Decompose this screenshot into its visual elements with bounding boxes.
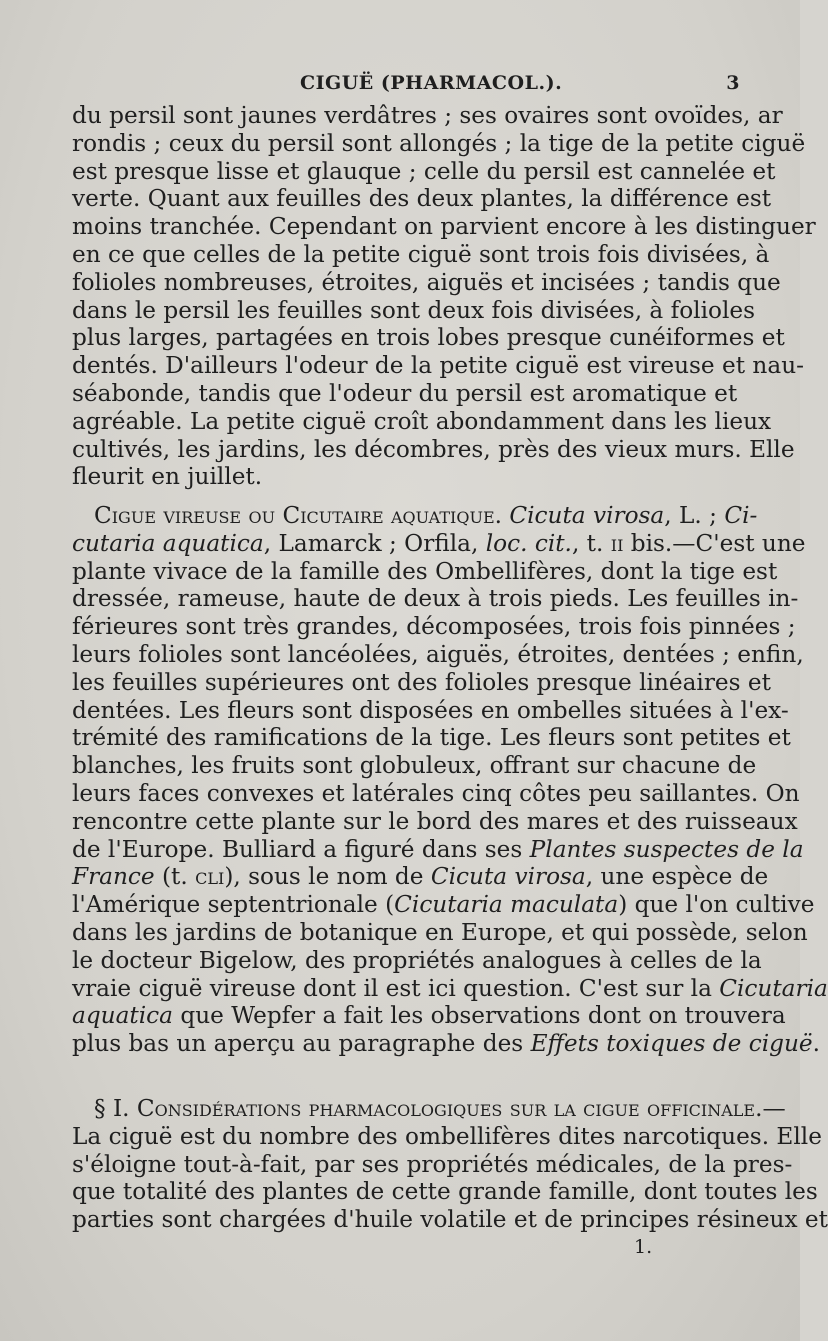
text-line: l'Amérique septentrionale (Cicutaria maculata) que l'on cultive bbox=[72, 891, 815, 919]
text-line: vraie ciguë vireuse dont il est ici question. C'est sur la Cicutaria bbox=[72, 974, 828, 1002]
text-line: agréable. La petite ciguë croît abondamment dans les lieux bbox=[72, 407, 772, 435]
text-line: plus bas un aperçu au paragraphe des Effets toxiques de ciguë. bbox=[72, 1030, 820, 1058]
running-title: CIGUË (PHARMACOL.). bbox=[300, 72, 563, 94]
text-line: dans les jardins de botanique en Europe, et qui possède, selon bbox=[72, 918, 808, 946]
paragraph-considerations bbox=[72, 1095, 828, 1234]
text-line: fleurit en juillet. bbox=[72, 463, 263, 491]
text-line: trémité des ramifications de la tige. Les fleurs sont petites et bbox=[72, 724, 791, 752]
text-line: s'éloigne tout-à-fait, par ses propriétés médicales, de la pres- bbox=[72, 1150, 793, 1178]
text-line: férieures sont très grandes, décomposées, trois fois pinnées ; bbox=[72, 613, 796, 641]
text-line: en ce que celles de la petite ciguë sont trois fois divisées, à bbox=[72, 240, 770, 268]
paragraph-petite-cigue bbox=[72, 102, 816, 491]
text-line: cultivés, les jardins, les décombres, près des vieux murs. Elle bbox=[72, 435, 795, 463]
text-line: dans le persil les feuilles sont deux fois divisées, à folioles bbox=[72, 296, 756, 324]
text-line: rencontre cette plante sur le bord des mares et des ruisseaux bbox=[72, 807, 798, 835]
text-line: de l'Europe. Bulliard a figuré dans ses Plantes suspectes de la bbox=[72, 835, 804, 863]
text-line: rondis ; ceux du persil sont allongés ; la tige de la petite ciguë bbox=[72, 129, 806, 157]
text-line: verte. Quant aux feuilles des deux plantes, la différence est bbox=[72, 185, 772, 213]
text-line: du persil sont jaunes verdâtres ; ses ovaires sont ovoïdes, ar bbox=[72, 102, 783, 129]
text-line: parties sont chargées d'huile volatile et de principes résineux et bbox=[72, 1206, 828, 1234]
signature-mark: 1. bbox=[634, 1236, 653, 1258]
cigue-vireuse-heading: Cigue vireuse ou Cicutaire aquatique. Cicuta virosa, L. ; Ci- bbox=[94, 502, 758, 529]
section-heading: § I. Considérations pharmacologiques sur la cigue officinale.— bbox=[94, 1095, 786, 1122]
running-header bbox=[70, 72, 740, 100]
text-line: les feuilles supérieures ont des folioles presque linéaires et bbox=[72, 668, 771, 696]
text-line: folioles nombreuses, étroites, aiguës et incisées ; tandis que bbox=[72, 268, 781, 296]
text-line: dentés. D'ailleurs l'odeur de la petite ciguë est vireuse et nau- bbox=[72, 352, 804, 380]
text-line: que totalité des plantes de cette grande famille, dont toutes les bbox=[72, 1178, 818, 1206]
text-line: France (t. cli), sous le nom de Cicuta virosa, une espèce de bbox=[72, 863, 769, 891]
text-line: moins tranchée. Cependant on parvient encore à les distinguer bbox=[72, 213, 816, 241]
text-line: dentées. Les fleurs sont disposées en ombelles situées à l'ex- bbox=[72, 696, 789, 724]
text-line: le docteur Bigelow, des propriétés analogues à celles de la bbox=[72, 946, 762, 974]
paragraph-cigue-vireuse bbox=[72, 502, 828, 1058]
text-line: dressée, rameuse, haute de deux à trois pieds. Les feuilles in- bbox=[72, 585, 799, 613]
page-number: 3 bbox=[726, 72, 740, 94]
text-line: cutaria aquatica, Lamarck ; Orfila, loc. cit., t. ii bis.—C'est une bbox=[72, 529, 806, 557]
text-line: plante vivace de la famille des Ombellifères, dont la tige est bbox=[72, 557, 778, 585]
text-line: blanches, les fruits sont globuleux, offrant sur chacune de bbox=[72, 752, 757, 780]
text-line: leurs faces convexes et latérales cinq côtes peu saillantes. On bbox=[72, 779, 800, 807]
text-line: séabonde, tandis que l'odeur du persil est aromatique et bbox=[72, 379, 738, 407]
text-line: leurs folioles sont lancéolées, aiguës, étroites, dentées ; enfin, bbox=[72, 640, 804, 668]
text-line: plus larges, partagées en trois lobes presque cunéiformes et bbox=[72, 324, 785, 352]
text-line: La ciguë est du nombre des ombellifères dites narcotiques. Elle bbox=[72, 1122, 822, 1150]
text-line: aquatica que Wepfer a fait les observations dont on trouvera bbox=[72, 1002, 786, 1030]
text-line: est presque lisse et glauque ; celle du persil est cannelée et bbox=[72, 157, 776, 185]
